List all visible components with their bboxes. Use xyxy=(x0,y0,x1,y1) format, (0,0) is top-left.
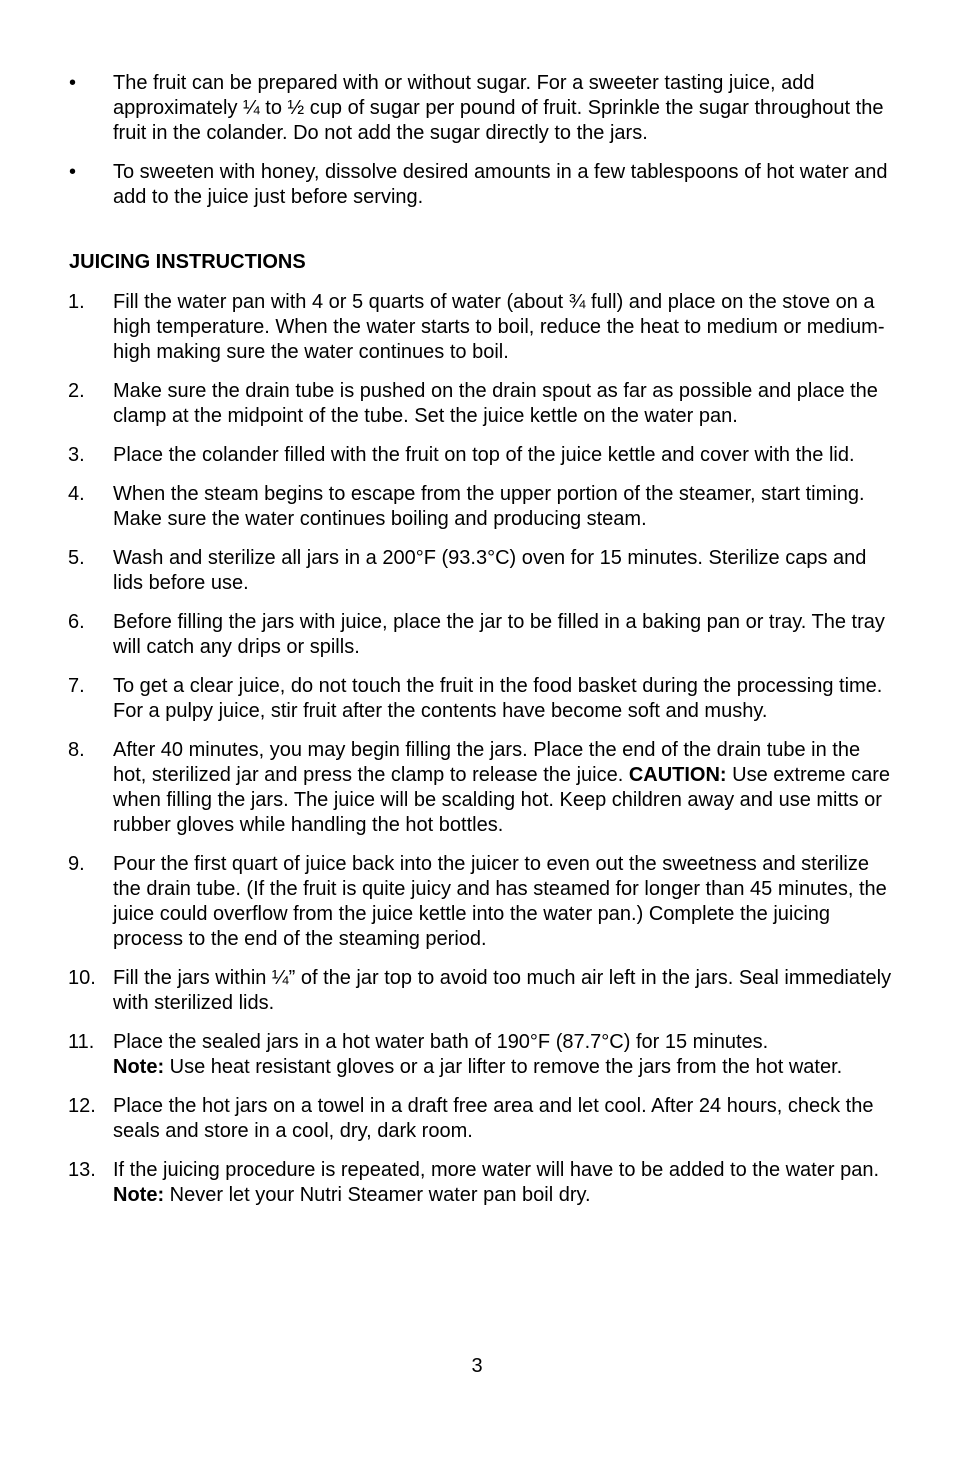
step-number: 5. xyxy=(68,547,85,569)
step-9 xyxy=(68,852,898,952)
step-text-after: Never let your Nutri Steamer water pan boil dry. xyxy=(164,1184,591,1206)
step-text-before: Place the sealed jars in a hot water bath of 190°F (87.7°C) for 15 minutes. xyxy=(113,1031,769,1053)
page-number: 3 xyxy=(471,1355,483,1377)
note-label: Note: xyxy=(113,1056,165,1078)
step-number: 7. xyxy=(68,675,85,697)
step-7 xyxy=(68,674,898,724)
step-number: 2. xyxy=(68,380,85,402)
step-text-before: If the juicing procedure is repeated, more water will have to be added to the water pan. xyxy=(113,1159,880,1181)
section-heading: JUICING INSTRUCTIONS xyxy=(69,251,306,273)
step-text: Make sure the drain tube is pushed on the drain spout as far as possible and place the clamp at the midpoint of the tube. Set the juice kettle on the water pan. xyxy=(113,380,878,427)
step-number: 11. xyxy=(68,1031,95,1053)
step-text: Fill the water pan with 4 or 5 quarts of water (about ¾ full) and place on the stove on a high temperature. When the water starts to boil, reduce the heat to medium or medium-high making sure the water continues to boil. xyxy=(113,291,885,363)
step-12 xyxy=(68,1094,898,1144)
step-text: Pour the first quart of juice back into the juicer to even out the sweetness and sterilize the drain tube. (If the fruit is quite juicy and has steamed for longer than 45 minutes, the juice could overflow from the juice kettle into the water pan.) Complete the juicing process to the end of the steaming period. xyxy=(113,853,887,950)
step-11 xyxy=(68,1030,898,1080)
juicing-steps-list xyxy=(68,290,898,1222)
step-text: Before filling the jars with juice, place the jar to be filled in a baking pan or tray. The tray will catch any drips or spills. xyxy=(113,611,885,658)
caution-label: CAUTION: xyxy=(628,764,727,786)
step-number: 13. xyxy=(68,1159,96,1181)
step-number: 1. xyxy=(68,291,85,313)
bullet-item-sugar xyxy=(68,71,898,146)
step-number: 4. xyxy=(68,483,85,505)
note-label: Note: xyxy=(113,1184,165,1206)
step-5 xyxy=(68,546,898,596)
step-text: Place the hot jars on a towel in a draft free area and let cool. After 24 hours, check the seals and store in a cool, dry, dark room. xyxy=(113,1095,874,1142)
step-number: 6. xyxy=(68,611,85,633)
step-text: Fill the jars within ¼” of the jar top to avoid too much air left in the jars. Seal immediately with sterilized lids. xyxy=(113,967,892,1014)
step-text: Wash and sterilize all jars in a 200°F (93.3°C) oven for 15 minutes. Sterilize caps and lids before use. xyxy=(113,547,867,594)
step-2 xyxy=(68,379,898,429)
step-text xyxy=(113,1030,898,1080)
step-text-after: Use heat resistant gloves or a jar lifter to remove the jars from the hot water. xyxy=(164,1056,843,1078)
step-number: 3. xyxy=(68,444,85,466)
step-4 xyxy=(68,482,898,532)
step-number: 10. xyxy=(68,967,96,989)
step-1 xyxy=(68,290,898,365)
sugar-tips-list xyxy=(68,71,898,224)
step-text xyxy=(113,738,898,838)
step-text xyxy=(113,1158,898,1208)
bullet-item-honey xyxy=(68,160,898,210)
step-text-after: Use extreme care when filling the jars. The juice will be scalding hot. Keep children away and use mitts or rubber gloves while handling the hot bottles. xyxy=(113,764,890,836)
step-number: 9. xyxy=(68,853,85,875)
step-6 xyxy=(68,610,898,660)
step-3 xyxy=(68,443,898,468)
step-text: To get a clear juice, do not touch the fruit in the food basket during the processing time. For a pulpy juice, stir fruit after the contents have become soft and mushy. xyxy=(113,675,883,722)
step-number: 12. xyxy=(68,1095,96,1117)
step-8 xyxy=(68,738,898,838)
bullet-text: To sweeten with honey, dissolve desired amounts in a few tablespoons of hot water and add to the juice just before serving. xyxy=(113,161,888,208)
step-10 xyxy=(68,966,898,1016)
bullet-marker: • xyxy=(69,161,77,183)
step-text: When the steam begins to escape from the upper portion of the steamer, start timing. Make sure the water continues boiling and producing steam. xyxy=(113,483,865,530)
bullet-text: The fruit can be prepared with or without sugar. For a sweeter tasting juice, add approximately ¼ to ½ cup of sugar per pound of fruit. Sprinkle the sugar throughout the fruit in the colander. Do not add the sugar directly to the jars. xyxy=(113,72,884,144)
step-text-before: After 40 minutes, you may begin filling the jars. Place the end of the drain tube in the hot, sterilized jar and press the clamp to release the juice. xyxy=(113,739,861,786)
step-13 xyxy=(68,1158,898,1208)
step-text: Place the colander filled with the fruit on top of the juice kettle and cover with the lid. xyxy=(113,444,855,466)
bullet-marker: • xyxy=(69,72,77,94)
step-number: 8. xyxy=(68,739,85,761)
